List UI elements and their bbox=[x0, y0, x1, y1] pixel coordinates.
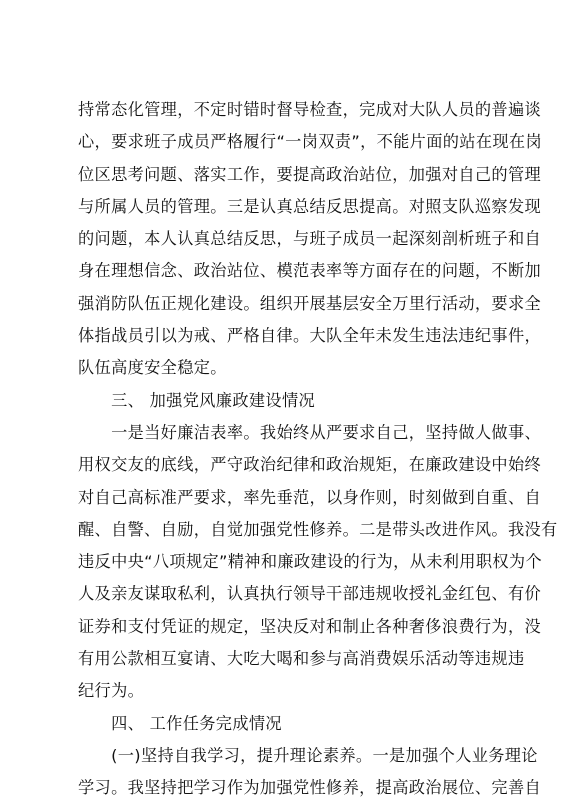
document-body bbox=[78, 94, 558, 805]
body-line: 心，要求班子成员严格履行“一岗双责”，不能片面的站在现在岗 bbox=[78, 132, 542, 152]
body-line: 身在理想信念、政治站位、模范表率等方面存在的问题，不断加 bbox=[78, 261, 542, 281]
body-line: 人及亲友谋取私利，认真执行领导干部违规收授礼金红包、有价 bbox=[78, 584, 542, 604]
body-line: 纪行为。 bbox=[78, 681, 145, 701]
body-line: 醒、自警、自励，自觉加强党性修养。二是带头改进作风。我没有 bbox=[78, 519, 558, 539]
body-line: 对自己高标准严要求，率先垂范，以身作则，时刻做到自重、自 bbox=[78, 487, 542, 507]
body-line: 有用公款相互宴请、大吃大喝和参与高消费娱乐活动等违规违 bbox=[78, 649, 525, 669]
body-line: (一)坚持自我学习，提升理论素养。一是加强个人业务理论 bbox=[78, 745, 538, 765]
section-heading-3: 三、 加强党风廉政建设情况 bbox=[78, 390, 316, 410]
body-line: 强消防队伍正规化建设。组织开展基层安全万里行活动，要求全 bbox=[78, 293, 542, 313]
body-line: 队伍高度安全稳定。 bbox=[78, 358, 227, 378]
body-line: 一是当好廉洁表率。我始终从严要求自己，坚持做人做事、 bbox=[78, 422, 542, 442]
body-line: 证券和支付凭证的规定，坚决反对和制止各种奢侈浪费行为，没 bbox=[78, 616, 542, 636]
section-heading-4: 四、 工作任务完成情况 bbox=[78, 713, 282, 733]
body-line: 违反中央“八项规定”精神和廉政建设的行为，从未利用职权为个 bbox=[78, 552, 542, 572]
body-line: 学习。我坚持把学习作为加强党性修养，提高政治展位、完善自 bbox=[78, 778, 542, 798]
body-line: 体指战员引以为戒、严格自律。大队全年未发生违法违纪事件， bbox=[78, 326, 542, 346]
body-line: 位区思考问题、落实工作，要提高政治站位，加强对自己的管理 bbox=[78, 164, 542, 184]
body-line: 持常态化管理，不定时错时督导检查，完成对大队人员的普遍谈 bbox=[78, 100, 542, 119]
body-line: 与所属人员的管理。三是认真总结反思提高。对照支队巡察发现 bbox=[78, 196, 542, 216]
body-line: 用权交友的底线，严守政治纪律和政治规矩，在廉政建设中始终 bbox=[78, 455, 542, 475]
body-line: 的问题，本人认真总结反思，与班子成员一起深刻剖析班子和自 bbox=[78, 229, 542, 249]
